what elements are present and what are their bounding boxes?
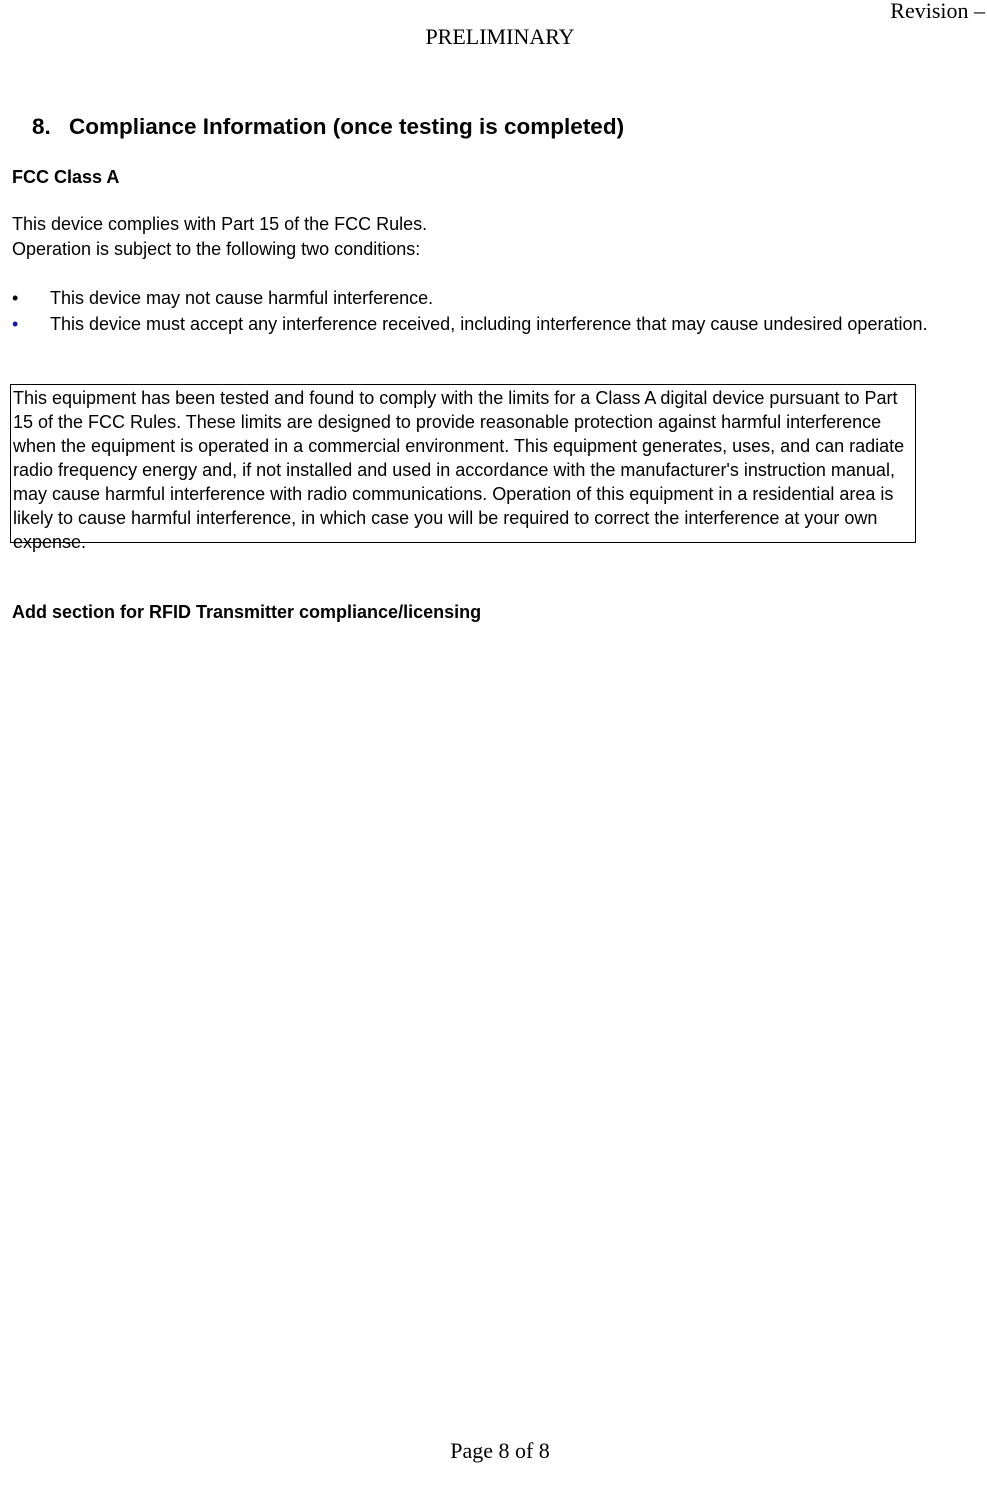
fcc-notice-box: This equipment has been tested and found to comply with the limits for a Class A digital device pursuant to Part 15 of the FCC Rules. These limits are designed to provide reasonable protection against harmful interference when the equipment is operated in a commercial environment. This equipment generates, uses, and can radiate radio frequency energy and, if not installed and used in accordance with the manufacturer's instruction manual, may cause harmful interference with radio communications. Operation of this equipment in a residential area is likely to cause harmful interference, in which case you will be required to correct the interference at your own expense. [10, 384, 916, 543]
header-status: PRELIMINARY [425, 24, 575, 49]
rfid-section-note: Add section for RFID Transmitter compliance/licensing [12, 602, 482, 622]
bullet-icon: • [12, 314, 19, 334]
page-number: Page 8 of 8 [450, 1438, 550, 1463]
intro-line-1: This device complies with Part 15 of the FCC Rules. [12, 214, 428, 234]
header-revision: Revision – [890, 0, 985, 23]
section-number: 8. [32, 114, 51, 139]
condition-list-item [12, 286, 972, 311]
condition-text: This device may not cause harmful interference. [50, 288, 434, 308]
section-heading [32, 113, 624, 141]
condition-list-item [12, 312, 972, 337]
condition-text: This device must accept any interference received, including interference that may cause undesired operation. [50, 314, 928, 334]
intro-line-2: Operation is subject to the following two conditions: [12, 239, 421, 259]
fcc-class-heading: FCC Class A [12, 167, 120, 187]
section-title: Compliance Information (once testing is completed) [69, 114, 625, 139]
bullet-icon: • [12, 288, 19, 308]
